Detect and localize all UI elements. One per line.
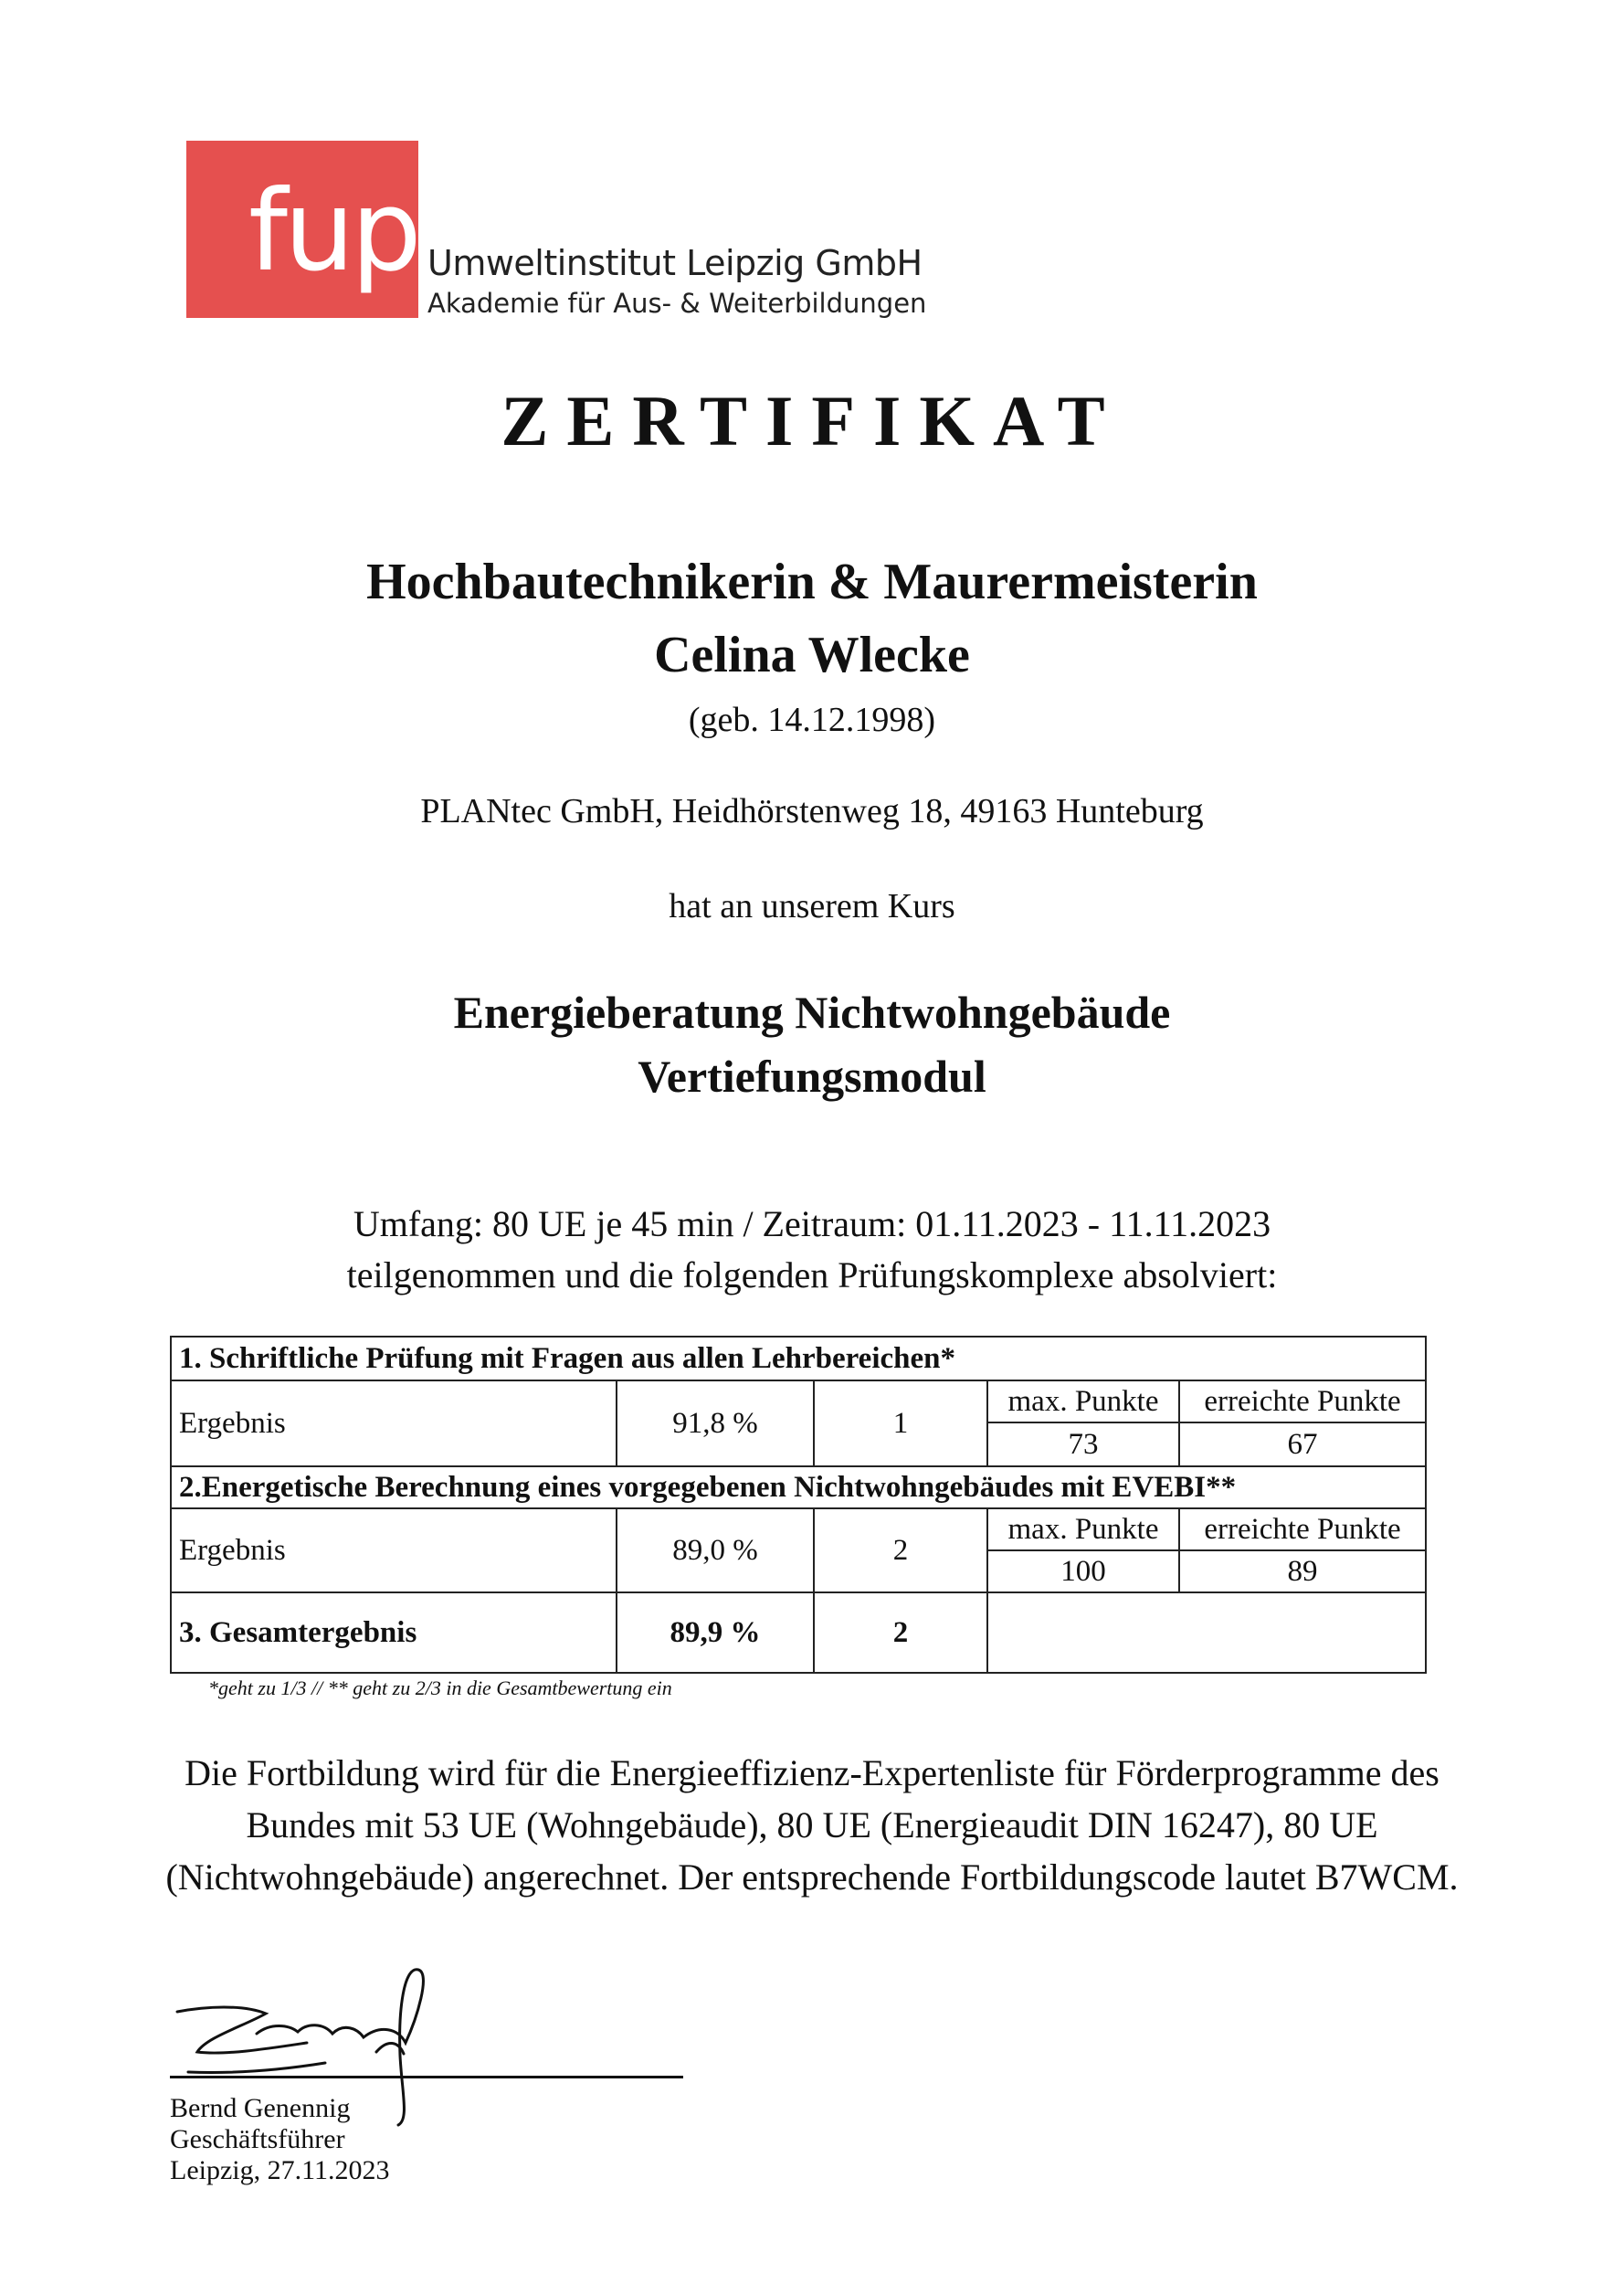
signer-position: Geschäftsführer xyxy=(170,2124,345,2154)
exam1-achieved: 67 xyxy=(1178,1422,1427,1465)
exam2-percent: 89,0 % xyxy=(616,1507,813,1591)
exam1-label: Ergebnis xyxy=(170,1380,616,1465)
logo-subtitle: Akademie für Aus- & Weiterbildungen xyxy=(427,288,927,319)
course-scope: Umfang: 80 UE je 45 min / Zeitraum: 01.11.2023 - 11.11.2023 xyxy=(353,1203,1271,1244)
signature-line xyxy=(170,2076,683,2078)
exam1-max: 73 xyxy=(986,1422,1178,1465)
exam2-grade: 2 xyxy=(813,1507,986,1591)
recipient-birth: (geb. 14.12.1998) xyxy=(688,701,936,739)
recipient-name: Celina Wlecke xyxy=(654,627,970,683)
logo-mark-text: fup xyxy=(248,166,418,296)
total-grade: 2 xyxy=(813,1591,986,1674)
exam2-achieved-label: erreichte Punkte xyxy=(1178,1507,1427,1549)
exam2-max-label: max. Punkte xyxy=(986,1507,1178,1549)
recipient-address: PLANtec GmbH, Heidhörstenweg 18, 49163 Hunteburg xyxy=(420,792,1204,830)
signer-block xyxy=(170,2093,390,2186)
completion-text: teilgenommen und die folgenden Prüfungskomplexe absolviert: xyxy=(346,1254,1278,1295)
recipient-role: Hochbautechnikerin & Maurermeisterin xyxy=(366,554,1258,610)
total-empty-cell xyxy=(986,1591,1427,1674)
exam1-grade: 1 xyxy=(813,1380,986,1465)
total-percent: 89,9 % xyxy=(616,1591,813,1674)
course-subtitle: Vertiefungsmodul xyxy=(638,1051,986,1102)
exam1-max-label: max. Punkte xyxy=(986,1380,1178,1422)
table-footnote: *geht zu 1/3 // ** geht zu 2/3 in die Gesamtbewertung ein xyxy=(208,1676,672,1699)
exam1-achieved-label: erreichte Punkte xyxy=(1178,1380,1427,1422)
signer-name: Bernd Genennig xyxy=(170,2093,351,2123)
recognition-statement: Die Fortbildung wird für die Energieeffizienz-Expertenliste für Förderprogramme des Bundes mit 53 UE (Wohngebäude), 80 UE (Energieaudit DIN 16247), 80 UE (Nichtwohngebäude) angerechnet. Der entsprechende Fortbildungscode lautet B7WCM. xyxy=(165,1752,1459,1898)
intro-text: hat an unserem Kurs xyxy=(669,887,955,925)
exam1-title: 1. Schriftliche Prüfung mit Fragen aus allen Lehrbereichen* xyxy=(170,1336,1427,1380)
logo-mark xyxy=(186,141,418,318)
certificate-title: ZERTIFIKAT xyxy=(501,381,1123,460)
signer-place-date: Leipzig, 27.11.2023 xyxy=(170,2155,390,2185)
total-label: 3. Gesamtergebnis xyxy=(170,1591,616,1674)
exam2-label: Ergebnis xyxy=(170,1507,616,1591)
course-title: Energieberatung Nichtwohngebäude xyxy=(453,987,1171,1038)
results-table xyxy=(170,1336,1427,1674)
logo-name: Umweltinstitut Leipzig GmbH xyxy=(427,243,923,283)
exam2-title: 2.Energetische Berechnung eines vorgegebenen Nichtwohngebäudes mit EVEBI** xyxy=(170,1465,1427,1507)
exam1-percent: 91,8 % xyxy=(616,1380,813,1465)
exam2-max: 100 xyxy=(986,1549,1178,1591)
exam2-achieved: 89 xyxy=(1178,1549,1427,1591)
